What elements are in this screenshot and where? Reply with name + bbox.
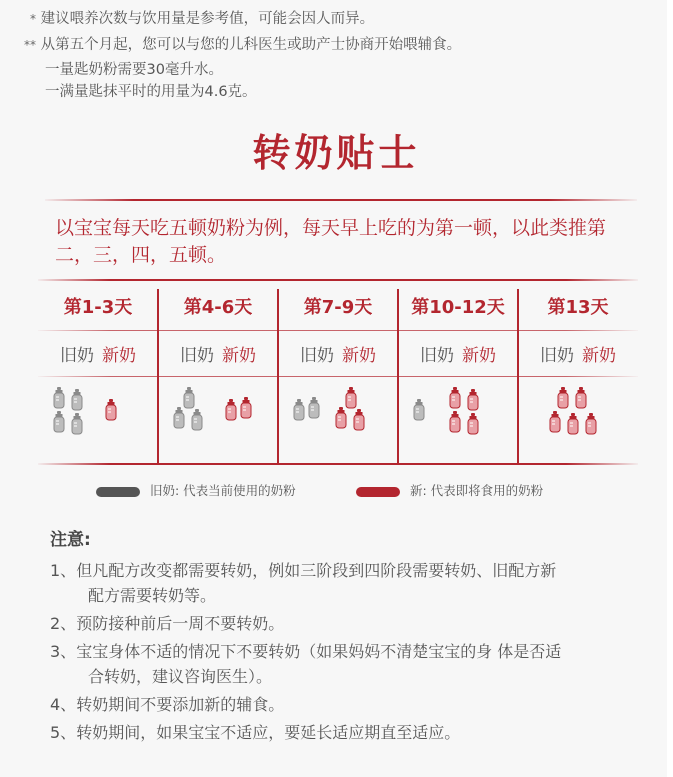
bottle-group xyxy=(158,387,278,447)
bottle-group xyxy=(398,387,518,447)
legend-old xyxy=(96,481,296,499)
new-bottle-icon xyxy=(466,413,480,435)
caution-item-text: 宝宝身体不适的情况下不要转奶（如果妈妈不清楚宝宝的身 体是否适 xyxy=(76,642,562,661)
caution-item-continuation: 配方需要转奶等。 xyxy=(88,586,217,605)
new-bottle-icon xyxy=(466,389,480,411)
bottle-group xyxy=(38,387,158,447)
new-bottle-icon xyxy=(224,399,238,421)
column-header: 第10-12天 xyxy=(411,297,505,318)
caution-item xyxy=(50,692,650,717)
column-divider xyxy=(397,289,399,465)
caution-item-number: 3、 xyxy=(50,642,77,661)
old-bottle-icon xyxy=(172,407,186,429)
caution-item xyxy=(50,558,650,608)
legend-new xyxy=(356,481,543,499)
caution-item-number: 2、 xyxy=(50,614,77,633)
page-edge xyxy=(667,0,673,777)
legend-new-label: 新: 代表即将食用的奶粉 xyxy=(410,483,544,498)
new-bottle-icon xyxy=(448,411,462,433)
intro-text: 以宝宝每天吃五顿奶粉为例，每天早上吃的为第一顿，以此类推第二，三，四，五顿。 xyxy=(55,217,607,266)
column-divider xyxy=(517,289,519,465)
title-divider xyxy=(45,199,637,201)
caution-item xyxy=(50,639,650,689)
legend-old-label: 旧奶: 代表当前使用的奶粉 xyxy=(150,483,296,498)
old-bottle-icon xyxy=(412,399,426,421)
new-bottle-icon xyxy=(584,413,598,435)
table-column xyxy=(518,279,638,464)
column-subheader xyxy=(278,341,398,366)
bottle-group xyxy=(518,387,638,447)
caution-item-continuation: 合转奶，建议咨询医生）。 xyxy=(88,667,273,686)
column-subheader xyxy=(38,341,158,366)
old-bottle-icon xyxy=(190,409,204,431)
old-milk-label: 旧奶 xyxy=(540,346,574,366)
table-column xyxy=(278,279,398,464)
old-bottle-icon xyxy=(70,413,84,435)
caution-item xyxy=(50,720,650,745)
note-4: 一满量匙抹平时的用量为4.6克。 xyxy=(45,84,257,100)
new-bottle-icon xyxy=(352,409,366,431)
old-milk-label: 旧奶 xyxy=(420,346,454,366)
new-bottle-icon xyxy=(239,397,253,419)
note-1-mark: * xyxy=(30,12,36,26)
page-title: 转奶贴士 xyxy=(252,131,421,175)
caution-item-number: 4、 xyxy=(50,695,77,714)
new-bottle-icon xyxy=(104,399,118,421)
caution-item-text: 但凡配方改变都需要转奶，例如三阶段到四阶段需要转奶、旧配方新 xyxy=(76,561,557,580)
table-column xyxy=(398,279,518,464)
old-bottle-icon xyxy=(307,397,321,419)
column-subheader xyxy=(518,341,638,366)
new-milk-label: 新奶 xyxy=(582,346,616,366)
column-header: 第13天 xyxy=(547,297,609,318)
column-header: 第7-9天 xyxy=(303,297,373,318)
column-header: 第1-3天 xyxy=(63,297,133,318)
new-bottle-icon xyxy=(344,387,358,409)
note-2-mark: ** xyxy=(24,38,36,52)
column-divider xyxy=(277,289,279,465)
old-milk-label: 旧奶 xyxy=(60,346,94,366)
new-bottle-icon xyxy=(448,387,462,409)
bottle-group xyxy=(278,387,398,447)
new-bottle-icon xyxy=(566,413,580,435)
legend-old-swatch xyxy=(96,487,140,497)
new-bottle-icon xyxy=(556,387,570,409)
old-bottle-icon xyxy=(52,387,66,409)
caution-title: 注意: xyxy=(50,530,91,550)
note-2-text: 从第五个月起，您可以与您的儿科医生或助产士协商开始喂辅食。 xyxy=(40,37,462,53)
old-bottle-icon xyxy=(70,389,84,411)
old-milk-label: 旧奶 xyxy=(300,346,334,366)
caution-item-number: 1、 xyxy=(50,561,77,580)
new-bottle-icon xyxy=(574,387,588,409)
note-2 xyxy=(24,33,461,54)
note-3: 一量匙奶粉需要30毫升水。 xyxy=(45,62,223,78)
note-1-text: 建议喂养次数与饮用量是参考值，可能会因人而异。 xyxy=(40,11,375,27)
legend-new-swatch xyxy=(356,487,400,497)
caution-item xyxy=(50,611,650,636)
column-divider xyxy=(157,289,159,465)
column-subheader xyxy=(398,341,518,366)
old-milk-label: 旧奶 xyxy=(180,346,214,366)
old-bottle-icon xyxy=(52,411,66,433)
note-1 xyxy=(30,7,374,28)
new-bottle-icon xyxy=(334,407,348,429)
caution-item-text: 转奶期间，如果宝宝不适应，要延长适应期直至适应。 xyxy=(76,723,461,742)
new-bottle-icon xyxy=(548,411,562,433)
column-header: 第4-6天 xyxy=(183,297,253,318)
caution-item-text: 预防接种前后一周不要转奶。 xyxy=(76,614,285,633)
new-milk-label: 新奶 xyxy=(102,346,136,366)
new-milk-label: 新奶 xyxy=(342,346,376,366)
table-column xyxy=(158,279,278,464)
new-milk-label: 新奶 xyxy=(222,346,256,366)
transition-table xyxy=(38,279,638,464)
old-bottle-icon xyxy=(182,387,196,409)
caution-list xyxy=(50,558,650,748)
caution-item-number: 5、 xyxy=(50,723,77,742)
table-column xyxy=(38,279,158,464)
column-subheader xyxy=(158,341,278,366)
caution-item-text: 转奶期间不要添加新的辅食。 xyxy=(76,695,285,714)
new-milk-label: 新奶 xyxy=(462,346,496,366)
old-bottle-icon xyxy=(292,399,306,421)
